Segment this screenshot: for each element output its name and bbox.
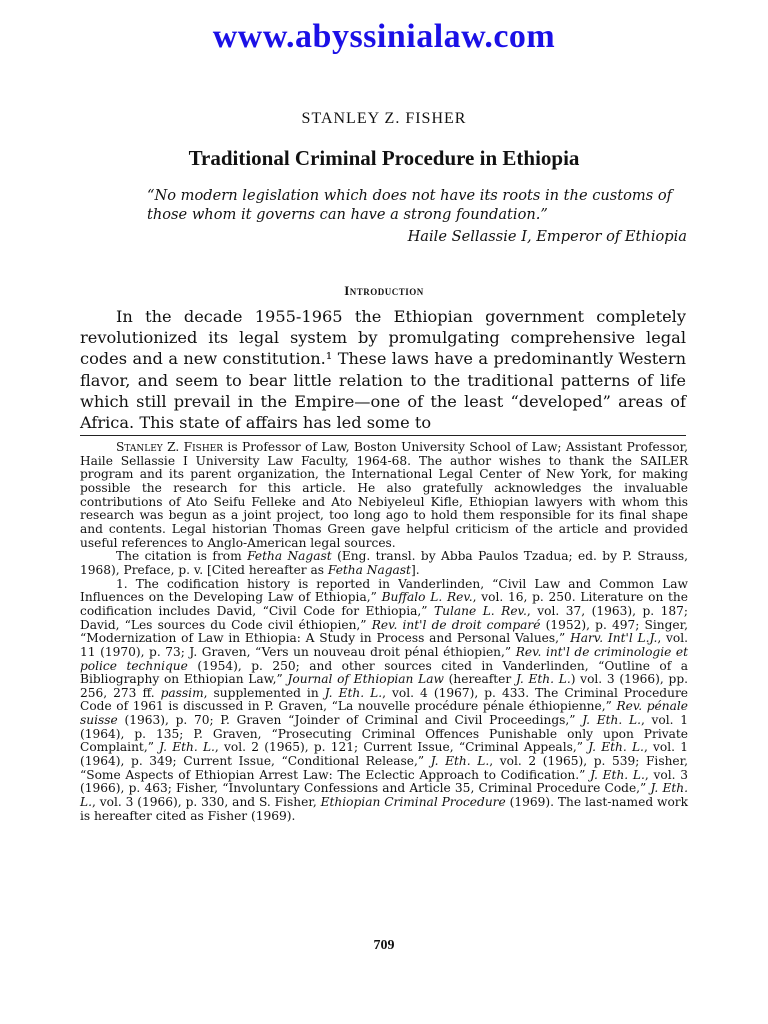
footnote-1-cited-work: J. Eth. L.	[590, 767, 645, 782]
footnote-citation-work: Fetha Nagast	[247, 549, 332, 564]
footnote-1-cited-work: J. Eth. L.	[324, 685, 383, 700]
footnote-1-text: , vol. 37, (1963), p. 187; David, “Les sources du Code civil éthiopien,”	[80, 603, 688, 632]
watermark-url[interactable]: www.abyssinialaw.com	[212, 18, 556, 55]
body-paragraph: In the decade 1955-1965 the Ethiopian government completely revolutionized its legal system by promulgating comprehensive legal codes and a new constitution.¹ These laws have a predominantly Western flavor, and seem to bear little relation to the traditional patterns of life which still prevail in the Empire—one of the least “developed” areas of Africa. This state of affairs has led some to	[80, 307, 686, 433]
footnote-citation	[80, 550, 688, 577]
footnote-1-text: , vol. 11 (1970), p. 73; J. Graven, “Vers un nouveau droit pénal éthiopien,”	[80, 631, 689, 659]
footnote-1-text: , vol. 4 (1967), p. 433. The Criminal Procedure Code of 1961 is discussed in P. Graven, “La nouvelle procédure pénale éthiopienne,”	[80, 685, 689, 714]
footnote-1-text: 1. The codification history is reported in Vanderlinden, “Civil Law and Common Law Influences on the Developing Law of Ethiopia,”	[80, 576, 688, 605]
footnotes	[80, 441, 688, 823]
footnote-1-cited-work: Rev. int'l de criminologie et police technique	[80, 644, 688, 673]
footnote-1-cited-work: Buffalo L. Rev.	[381, 590, 473, 605]
footnote-1-cited-work: J. Eth. L.	[515, 672, 571, 687]
footnote-author	[80, 441, 688, 550]
author-name: STANLEY Z. FISHER	[301, 110, 467, 127]
footnote-1-text: ) vol. 3 (1966), pp. 256, 273 ff.	[80, 672, 688, 700]
footnote-1-text: , vol. 2 (1965), p. 121; Current Issue, “Criminal Appeals,”	[214, 740, 589, 755]
footnote-1-text: (1969). The last-named work is hereafter cited as Fisher (1969).	[80, 795, 688, 823]
footnote-citation-text: ].	[410, 562, 420, 577]
page-number: 709	[373, 938, 395, 953]
footnote-1-text: (1954), p. 250; and other sources cited in Vanderlinden, “Outline of a Bibliography on Ethiopian Law,”	[80, 658, 688, 687]
footnote-1-text: , vol. 2 (1965), p. 539; Fisher, “Some Aspects of Ethiopian Arrest Law: The Eclectic Approach to Codification.”	[80, 754, 689, 782]
footnote-1-text: (hereafter	[443, 672, 516, 687]
footnote-1-cited-work: J. Eth. L.	[588, 740, 644, 755]
footnote-1-cited-work: J. Eth. L.	[582, 713, 641, 728]
epigraph	[147, 186, 687, 246]
footnote-1-text: , supplemented in	[203, 685, 325, 700]
footnote-1-text: , vol. 1 (1964), p. 135; P. Graven, “Prosecuting Criminal Offences Punishable only upon Private Complaint,”	[80, 713, 689, 755]
footnote-1-text: (1963), p. 70; P. Graven “Joinder of Criminal and Civil Proceedings,”	[117, 713, 583, 728]
footnote-citation-text: (Eng. transl. by Abba Paulos Tzadua; ed. by P. Strauss, 1968), Preface, p. v. [Cited hereafter as	[80, 549, 688, 577]
footnote-author-text: is Professor of Law, Boston University School of Law; Assistant Professor, Haile Sellassie I University Law Faculty, 1964-68. The author wishes to thank the SAILER program and its parent organization, the International Legal Center of New York, for making possible the research for this article. He also gratefully acknowledges the invaluable contributions of Ato Seifu Felleke and Ato Nebiyeleul Kifle, Ethiopian lawyers with whom this research was begun as a joint project, too long ago to hold them responsible for its final shape and contents. Legal historian Thomas Green gave helpful criticism of the article and provided useful references to Anglo-American legal sources.	[80, 440, 688, 550]
footnote-1-cited-work: Rev. pénale suisse	[80, 699, 688, 728]
footnote-1-text: , vol. 3 (1966), p. 463; Fisher, “Involuntary Confessions and Article 35, Criminal Procedure Code,”	[80, 767, 689, 796]
footnote-1-cited-work: Harv. Int'l L.J.	[570, 631, 658, 646]
footnote-author-name: Stanley Z. Fisher	[116, 440, 224, 454]
footnote-1-text: , vol. 16, p. 250. Literature on the codification includes David, “Civil Code for Ethiopia,”	[80, 590, 688, 618]
epigraph-attribution: Haile Sellassie I, Emperor of Ethiopia	[407, 228, 687, 245]
footnote-1-cited-work: Ethiopian Criminal Procedure	[320, 795, 506, 810]
footnote-1-cited-work: J. Eth. L.	[80, 781, 688, 810]
footnote-divider	[80, 435, 686, 436]
article-title: Traditional Criminal Procedure in Ethiopia	[188, 146, 580, 170]
footnote-citation-text: The citation is from	[116, 549, 248, 564]
footnote-1-text: (1952), p. 497; Singer, “Modernization of Law in Ethiopia: A Study in Process and Personal Values,”	[80, 617, 688, 646]
epigraph-quote: “No modern legislation which does not have its roots in the customs of those whom it governs can have a strong foundation.”	[147, 187, 673, 223]
footnote-1-text: , vol. 3 (1966), p. 330, and S. Fisher,	[91, 795, 321, 810]
footnote-1-cited-work: passim	[160, 685, 204, 700]
footnote-1-cited-work: J. Eth. L.	[430, 754, 490, 769]
footnote-1-cited-work: J. Eth. L.	[159, 740, 215, 755]
footnote-1-cited-work: Tulane L. Rev.	[434, 603, 527, 618]
footnote-1-text: , vol. 1 (1964), p. 349; Current Issue, “Conditional Release,”	[80, 740, 689, 769]
footnote-1-cited-work: Rev. int'l de droit comparé	[371, 617, 541, 632]
footnote-1	[80, 578, 688, 824]
footnote-1-cited-work: Journal of Ethiopian Law	[287, 672, 444, 687]
section-heading: Introduction	[344, 283, 424, 298]
footnote-citation-work: Fetha Nagast	[327, 562, 411, 577]
